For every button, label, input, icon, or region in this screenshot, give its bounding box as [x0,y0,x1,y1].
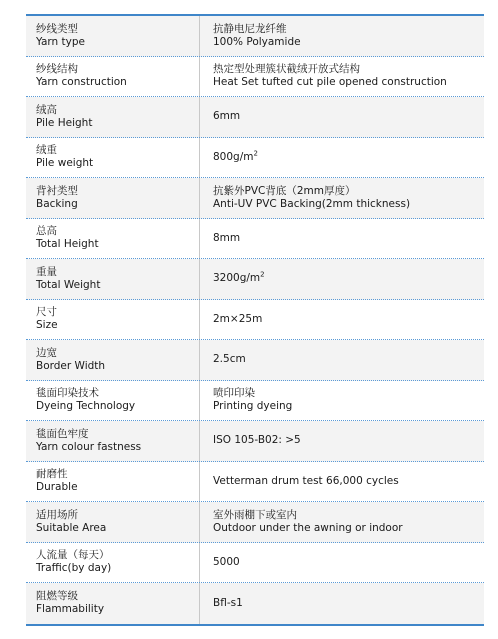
spec-row-border-width [26,340,484,381]
spec-label [26,381,200,421]
label-zh: 毯面印染技术 [36,387,99,400]
label-zh: 纱线类型 [36,22,78,35]
label-en: Yarn colour fastness [36,440,142,453]
value-zh: 抗静电尼龙纤维 [213,22,287,35]
value-zh: 热定型处理簇状截绒开放式结构 [213,63,360,76]
spec-row-durable [26,462,484,503]
spec-row-total-height [26,219,484,260]
spec-label [26,219,200,259]
value: Bfl-s1 [213,596,243,609]
spec-value [200,138,484,178]
spec-row-backing [26,178,484,219]
spec-label [26,16,200,56]
spec-value [200,97,484,137]
spec-row-pile-weight [26,138,484,179]
value-en: Outdoor under the awning or indoor [213,521,403,534]
label-zh: 适用场所 [36,508,78,521]
value: Vetterman drum test 66,000 cycles [213,474,399,487]
label-en: Total Weight [36,278,101,291]
spec-row-traffic [26,543,484,584]
value-en: Printing dyeing [213,400,293,413]
spec-label [26,421,200,461]
label-zh: 绒重 [36,144,57,157]
spec-value [200,219,484,259]
spec-value [200,502,484,542]
spec-value [200,259,484,299]
spec-row-flammability [26,583,484,624]
value: 8mm [213,231,241,244]
spec-row-yarn-type [26,16,484,57]
spec-label [26,138,200,178]
label-en: Yarn construction [36,76,127,89]
label-zh: 尺寸 [36,306,57,319]
spec-value [200,462,484,502]
spec-value [200,421,484,461]
label-zh: 绒高 [36,103,57,116]
label-zh: 总高 [36,225,57,238]
spec-label [26,462,200,502]
value-en: Heat Set tufted cut pile opened construction [213,76,447,89]
label-en: Yarn type [36,35,85,48]
spec-label [26,178,200,218]
value: 5000 [213,555,240,568]
label-en: Pile weight [36,157,94,170]
label-zh: 毯面色牢度 [36,427,89,440]
value-zh: 喷印印染 [213,387,255,400]
label-zh: 边宽 [36,346,57,359]
label-en: Suitable Area [36,521,107,534]
value [213,151,484,164]
spec-value [200,583,484,624]
spec-value [200,178,484,218]
spec-row-pile-height [26,97,484,138]
value-superscript: 2 [260,270,265,279]
label-zh: 重量 [36,265,57,278]
spec-row-dyeing-technology [26,381,484,422]
label-en: Size [36,319,58,332]
spec-label [26,259,200,299]
label-zh: 背衬类型 [36,184,78,197]
spec-row-total-weight [26,259,484,300]
spec-value [200,300,484,340]
spec-value [200,57,484,97]
value-en: 100% Polyamide [213,35,301,48]
label-zh: 人流量（每天） [36,549,110,562]
spec-label [26,97,200,137]
spec-row-suitable-area [26,502,484,543]
value: 2m×25m [213,312,263,325]
label-en: Border Width [36,359,106,372]
label-zh: 耐磨性 [36,468,68,481]
value-superscript: 2 [253,149,258,158]
value: ISO 105-B02: >5 [213,434,301,447]
value-text: 800g/m [213,150,254,163]
label-en: Total Height [36,238,99,251]
spec-label [26,543,200,583]
label-en: Flammability [36,603,105,616]
value: 6mm [213,110,241,123]
spec-label [26,300,200,340]
value-zh: 抗紫外PVC背底（2mm厚度） [213,184,356,197]
spec-table [26,14,484,626]
label-en: Dyeing Technology [36,400,136,413]
value [213,272,484,285]
spec-label [26,583,200,624]
label-zh: 阻燃等级 [36,590,78,603]
value-zh: 室外雨棚下或室内 [213,508,297,521]
label-en: Pile Height [36,116,93,129]
spec-label [26,340,200,380]
spec-label [26,57,200,97]
label-en: Traffic(by day) [36,562,112,575]
spec-row-colour-fastness [26,421,484,462]
spec-row-size [26,300,484,341]
spec-row-yarn-construction [26,57,484,98]
spec-value [200,340,484,380]
spec-value [200,16,484,56]
value: 2.5cm [213,353,246,366]
label-zh: 纱线结构 [36,63,78,76]
label-en: Backing [36,197,78,210]
label-en: Durable [36,481,78,494]
spec-label [26,502,200,542]
spec-value [200,543,484,583]
value-text: 3200g/m [213,272,261,285]
spec-value [200,381,484,421]
value-en: Anti-UV PVC Backing(2mm thickness) [213,197,411,210]
